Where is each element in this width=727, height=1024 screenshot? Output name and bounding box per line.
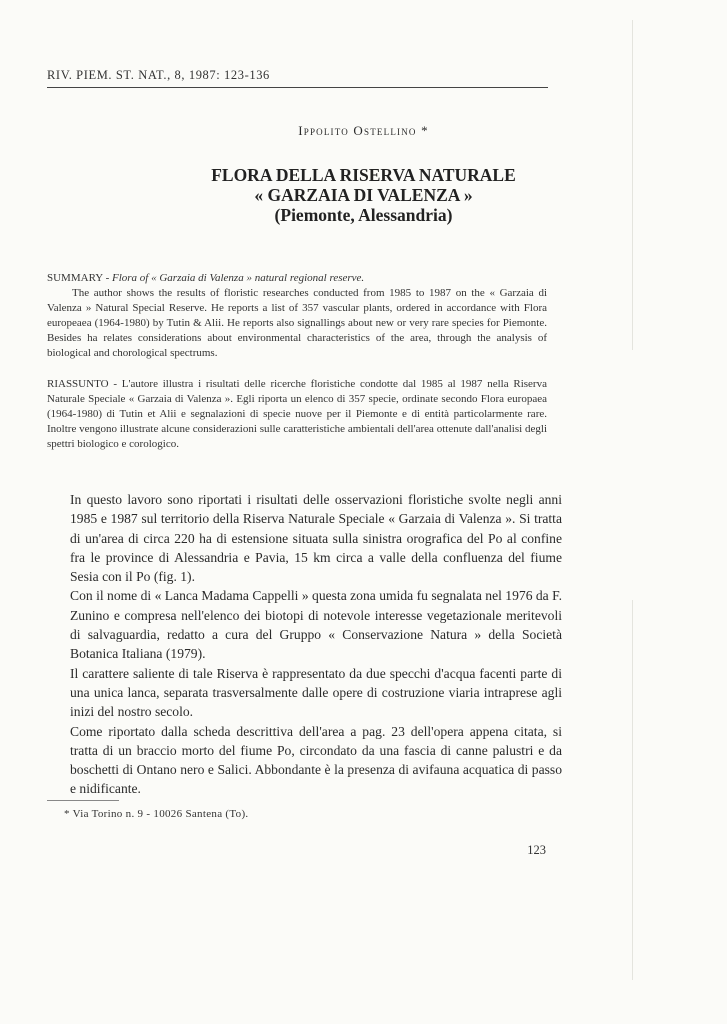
title-line-3: (Piemonte, Alessandria): [274, 205, 453, 225]
author-name: Ippolito Ostellino *: [298, 123, 429, 138]
riassunto-label: RIASSUNTO -: [47, 378, 122, 390]
running-head: RIV. PIEM. ST. NAT., 8, 1987: 123-136: [47, 68, 270, 82]
title-line-2: « GARZAIA DI VALENZA »: [254, 185, 473, 205]
body-paragraph: Il carattere saliente di tale Riserva è rappresentato da due specchi d'acqua facenti parte di una unica lanca, separata trasversalmente dalle opere di costruzione viaria intraprese agli inizi del nostro secolo.: [70, 665, 562, 720]
summary-label: SUMMARY -: [47, 272, 112, 284]
body-paragraph: In questo lavoro sono riportati i risultati delle osservazioni floristiche svolte negli anni 1985 e 1987 sul territorio della Riserva Naturale Speciale « Garzaia di Valenza ». Si tratta di un'area di circa 220 ha di estensione situata sulla sinistra orografica del Po al confine fra le province di Alessandria e Pavia, 15 km circa a valle della confluenza del fiume Sesia con il Po (fig. 1).: [70, 492, 562, 585]
riassunto-abstract: [47, 377, 547, 452]
summary-text: The author shows the results of floristic researches conducted from 1985 to 1987 on the « Garzaia di Valenza » Natural Special Reserve. He reports a list of 357 vascular plants, ordered in accordance with Flora europeaea (1964-1980) by Tutin & Alii. He reports also signallings about new or very rare species for Piemonte. Besides ha relates considerations about environmental characteristics of the area, through the analysis of biological and chorological spectrums.: [47, 287, 547, 359]
riassunto-text: L'autore illustra i risultati delle ricerche floristiche condotte dal 1985 al 1987 nella Riserva Naturale Speciale « Garzaia di Valenza ». Egli riporta un elenco di 357 specie, ordinate secondo Flora europaea (1964-1980) di Tutin et Alii e segnalazioni di specie nuove per il Piemonte e di entità particolarmente rare. Inoltre vengono illustrate alcune considerazioni sulle caratteristiche ambientali dell'area ottenute dall'analisi degli spettri biologico e corologico.: [47, 378, 547, 450]
summary-heading: [47, 271, 547, 286]
header-rule: [47, 87, 548, 88]
footnote-rule: [47, 800, 119, 801]
summary-abstract: [47, 271, 547, 361]
summary-title: Flora of « Garzaia di Valenza » natural regional reserve.: [112, 272, 365, 284]
scan-edge-mark: [632, 600, 633, 980]
page-number: 123: [527, 843, 546, 857]
scan-edge-mark: [632, 20, 633, 350]
riassunto-paragraph: [47, 377, 547, 452]
body-text: [70, 490, 562, 799]
body-paragraph: Come riportato dalla scheda descrittiva dell'area a pag. 23 dell'opera appena citata, si tratta di un braccio morto del fiume Po, circondato da una fascia di canne palustri e da boschetti di Ontano nero e Salici. Abbondante è la presenza di avifauna acquatica di passo e nidificante.: [70, 723, 562, 797]
footnote: * Via Torino n. 9 - 10026 Santena (To).: [64, 808, 249, 820]
title-line-1: FLORA DELLA RISERVA NATURALE: [211, 165, 516, 185]
body-paragraph: Con il nome di « Lanca Madama Cappelli » questa zona umida fu segnalata nel 1976 da F. Zunino e compresa nell'elenco dei biotopi di notevole interesse vegetazionale meritevoli di salvaguardia, redatto a cura del Gruppo « Conservazione Natura » della Società Botanica Italiana (1979).: [70, 588, 562, 662]
article-title: [0, 165, 727, 225]
